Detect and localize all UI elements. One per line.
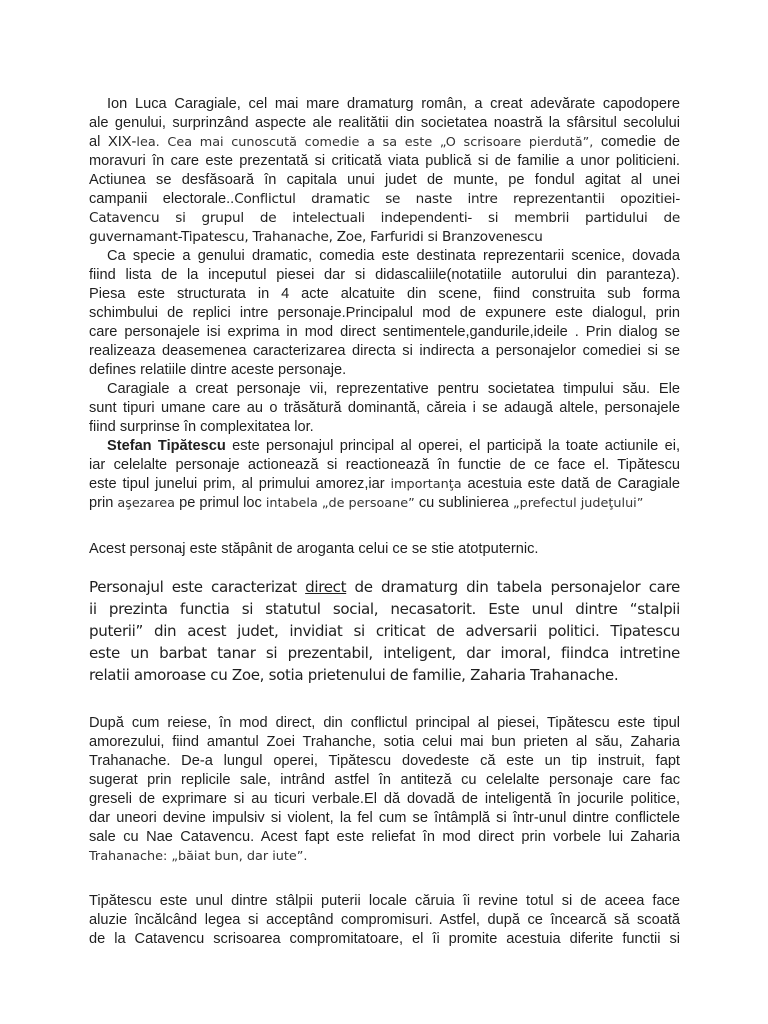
paragraph-1-line-3 <box>89 133 680 152</box>
text-run: pe primul loc <box>175 495 266 511</box>
paragraph-7-line-2: amorezului, fiind amantul Zoei Trahanche, sotia celui mai bun prieten al său, Zaharia <box>89 734 680 750</box>
paragraph-1-line-2: ale genului, surprinzând aspecte ale realitătii din societatea noastră la sfârsitul secolului <box>89 115 680 131</box>
text-run: campanii electorale.. <box>89 191 235 207</box>
paragraph-8-line-3: de la Catavencu scrisoarea compromitatoare, el îi promite acestuia diferite functii si <box>89 931 680 947</box>
text-run: cu sublinierea <box>414 495 513 511</box>
text-run: prin <box>89 495 118 511</box>
paragraph-7-line-7: sale cu Nae Catavencu. Acest fapt este reliefat în mod direct prin vorbele lui Zaharia <box>89 829 680 845</box>
paragraph-3-line-3: fiind surprinse în complexitatea lor. <box>89 419 314 435</box>
paragraph-7-line-8: Trahanache: „băiat bun, dar iute”. <box>89 849 308 864</box>
paragraph-6-line-4: este un barbat tanar si prezentabil, inteligent, dar imoral, fiindca intretine <box>89 644 680 662</box>
paragraph-7-line-5: greseli de exprimare si au ticuri verbale.El dă dovadă de inteligentă în jocurile politice, <box>89 791 680 807</box>
paragraph-7-line-3: Trahanache. De-a lungul operei, Tipătescu dovedeste că este un tip instruit, fapt <box>89 753 680 769</box>
text-run: „de persoane” <box>317 496 415 511</box>
paragraph-1-line-8: guvernamant-Tipatescu, Trahanache, Zoe, Farfuridi si Branzovenescu <box>89 229 543 245</box>
paragraph-1-line-5: Actiunea se desfăsoară în capitala unui judet de munte, pe fondul agitat al unei <box>89 172 680 188</box>
paragraph-3-line-2: sunt tipuri umane care au o trăsătură dominantă, căreia i se adaugă altele, personajele <box>89 400 680 416</box>
paragraph-5-line-1: Acest personaj este stăpânit de aroganta celui ce se stie atotputernic. <box>89 541 539 557</box>
text-run: este personajul principal al operei, el participă la toate actiunile ei, <box>225 438 680 454</box>
text-run: comedie de <box>600 134 680 150</box>
character-name: Stefan Tipătescu <box>107 438 226 454</box>
paragraph-7-line-1: După cum reiese, în mod direct, din conflictul principal al piesei, Tipătescu este tipul <box>89 715 680 731</box>
paragraph-4-line-2: iar celelalte personaje actionează si reactionează în functie de ce face el. Tipătescu <box>89 457 680 473</box>
text-run: aşezarea <box>117 496 176 511</box>
text-run: importanţa <box>390 477 462 492</box>
paragraph-2-line-3: Piesa este structurata in 4 acte alcatuite din scene, fiind construita sub forma <box>89 286 680 302</box>
text-run: Personajul este caracterizat <box>89 578 306 596</box>
text-run: Conflictul dramatic se naste intre reprezentantii opozitiei- <box>234 191 680 207</box>
paragraph-6-line-2: ii prezinta functia si statutul social, necasatorit. Este unul dintre “stalpii <box>89 600 680 618</box>
underlined-word: direct <box>305 578 347 596</box>
paragraph-4-line-4 <box>89 494 680 513</box>
paragraph-7-line-6: dar uneori devine impulsiv si violent, la fel cum se întâmplă si într-unul dintre conflictele <box>89 810 680 826</box>
text-run: acestuia este dată de Caragiale <box>461 476 680 492</box>
text-run: lea. Cea mai cunoscută comedie a sa este „O scrisoare pierdută”, <box>136 135 594 150</box>
paragraph-2-line-6: realizeaza deasemenea caracterizarea directa si indirecta a personajelor comediei si se <box>89 343 680 359</box>
paragraph-4-line-1 <box>107 437 680 456</box>
paragraph-1-line-4: moravuri în care este prezentată si criticată viata publică si de familie a unor politicieni. <box>89 153 680 169</box>
paragraph-6-line-5: relatii amoroase cu Zoe, sotia prietenului de familie, Zaharia Trahanache. <box>89 666 619 684</box>
paragraph-4-line-3 <box>89 475 680 494</box>
paragraph-2-line-5: care personajele isi exprima in mod direct sentimentele,gandurile,ideile . Prin dialog se <box>89 324 680 340</box>
paragraph-2-line-4: schimbului de replici intre personaje.Principalul mod de expunere este dialogul, prin <box>89 305 680 321</box>
paragraph-8-line-1: Tipătescu este unul dintre stâlpii puterii locale căruia îi revine totul si de aceea face <box>89 893 680 909</box>
paragraph-1-line-7: Catavencu si grupul de intelectuali independenti- si membrii partidului de <box>89 210 680 226</box>
paragraph-7-line-4: sugerat prin replicile sale, intrând astfel în antiteză cu celelalte personaje care fac <box>89 772 680 788</box>
text-run: de dramaturg din tabela personajelor care <box>346 578 680 596</box>
paragraph-2-line-2: fiind lista de la inceputul piesei dar si didascaliile(notatiile autorului din paranteza). <box>89 267 680 283</box>
text-run: este tipul junelui prim, al primului amorez,iar <box>89 476 391 492</box>
paragraph-2-line-7: defines relatiile dintre aceste personaje. <box>89 362 347 378</box>
text-run: intabela <box>265 496 318 511</box>
paragraph-2-line-1: Ca specie a genului dramatic, comedia este destinata reprezentarii scenice, dovada <box>107 248 680 264</box>
paragraph-6-line-3: puterii” din acest judet, invidiat si criticat de adversarii politici. Tipatescu <box>89 622 680 640</box>
text-run: al XIX- <box>89 134 137 150</box>
paragraph-6-line-1 <box>89 576 680 598</box>
paragraph-1-line-6 <box>89 190 680 209</box>
text-run: „prefectul judeţului” <box>512 496 644 511</box>
paragraph-8-line-2: aluzie încălcând legea si acceptând compromisuri. Astfel, după ce încearcă să scoată <box>89 912 680 928</box>
paragraph-1-line-1: Ion Luca Caragiale, cel mai mare dramaturg român, a creat adevărate capodopere <box>107 96 680 112</box>
paragraph-3-line-1: Caragiale a creat personaje vii, reprezentative pentru societatea timpului său. Ele <box>107 381 680 397</box>
